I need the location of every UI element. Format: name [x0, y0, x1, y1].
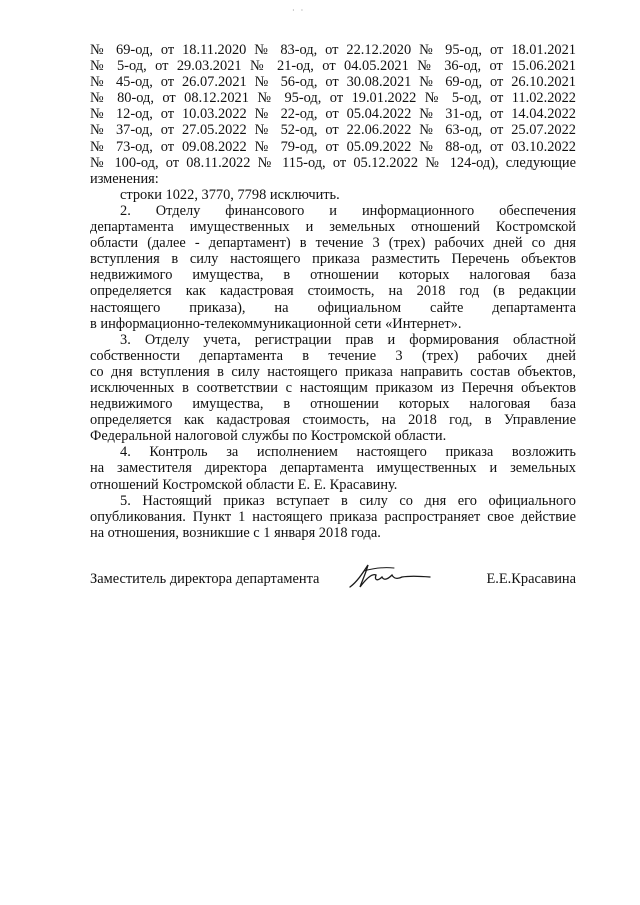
text-line: департамента имущественных и земельных отношений Костромской: [90, 219, 576, 236]
text-line: в информационно-телекоммуникационной сети «Интернет».: [90, 315, 462, 332]
text-line: настоящего приказа), на официальном сайте департамента: [90, 299, 576, 316]
text-line: строки 1022, 3770, 7798 исключить.: [120, 186, 340, 203]
text-line: № 45-од, от 26.07.2021 № 56-од, от 30.08.2021 № 69-од, от 26.10.2021: [90, 74, 576, 91]
text-line: недвижимого имущества, в отношении которых налоговая база: [90, 267, 576, 284]
text-line: 3. Отделу учета, регистрации прав и формирования областной: [120, 331, 576, 348]
text-line: № 37-од, от 27.05.2022 № 52-од, от 22.06.2022 № 63-од, от 25.07.2022: [90, 122, 576, 139]
signature-block: [90, 571, 576, 595]
text-line: № 12-од, от 10.03.2022 № 22-од, от 05.04.2022 № 31-од, от 14.04.2022: [90, 106, 576, 123]
text-line: Федеральной налоговой службы по Костромской области.: [90, 428, 447, 445]
text-line: № 5-од, от 29.03.2021 № 21-од, от 04.05.2021 № 36-од, от 15.06.2021: [90, 58, 576, 75]
text-line: со дня вступления в силу настоящего приказа направить состав объектов,: [90, 363, 576, 380]
text-line: на отношения, возникшие с 1 января 2018 года.: [90, 524, 381, 541]
text-line: собственности департамента в течение 3 (трех) рабочих дней: [90, 347, 576, 364]
text-line: изменения:: [90, 170, 159, 187]
text-line: 5. Настоящий приказ вступает в силу со дня его официального: [120, 492, 576, 509]
text-line: № 73-од, от 09.08.2022 № 79-од, от 05.09.2022 № 88-од, от 03.10.2022: [90, 138, 576, 155]
document-body: [90, 42, 576, 541]
text-line: опубликования. Пункт 1 настоящего приказа распространяет свое действие: [90, 508, 576, 525]
text-line: № 69-од, от 18.11.2020 № 83-од, от 22.12.2020 № 95-од, от 18.01.2021: [90, 42, 576, 58]
text-line: № 100-од, от 08.11.2022 № 115-од, от 05.12.2022 № 124-од), следующие: [90, 154, 576, 171]
text-line: отношений Костромской области Е. Е. Красавину.: [90, 476, 398, 493]
text-line: недвижимого имущества, в отношении которых налоговая база: [90, 396, 576, 413]
text-line: исключенных в соответствии с настоящим приказом из Перечня объектов: [90, 379, 576, 396]
signatory-title: Заместитель директора департамента: [90, 571, 320, 587]
text-line: вступления в силу настоящего приказа разместить Перечень объектов: [90, 251, 576, 268]
text-line: № 80-од, от 08.12.2021 № 95-од, от 19.01.2022 № 5-од, от 11.02.2022: [90, 90, 576, 107]
handwritten-signature: [344, 559, 434, 593]
signatory-name: Е.Е.Красавина: [486, 571, 576, 587]
text-line: определяется как кадастровая стоимость, на 2018 год (в редакции: [90, 283, 576, 300]
text-line: области (далее - департамент) в течение 3 (трех) рабочих дней со дня: [90, 235, 576, 252]
text-line: 2. Отделу финансового и информационного обеспечения: [120, 202, 576, 219]
text-line: на заместителя директора департамента имущественных и земельных: [90, 460, 576, 477]
text-line: определяется как кадастровая стоимость, на 2018 год, в Управление: [90, 412, 576, 429]
scan-mark: · ·: [292, 6, 306, 15]
text-line: 4. Контроль за исполнением настоящего приказа возложить: [120, 444, 576, 461]
